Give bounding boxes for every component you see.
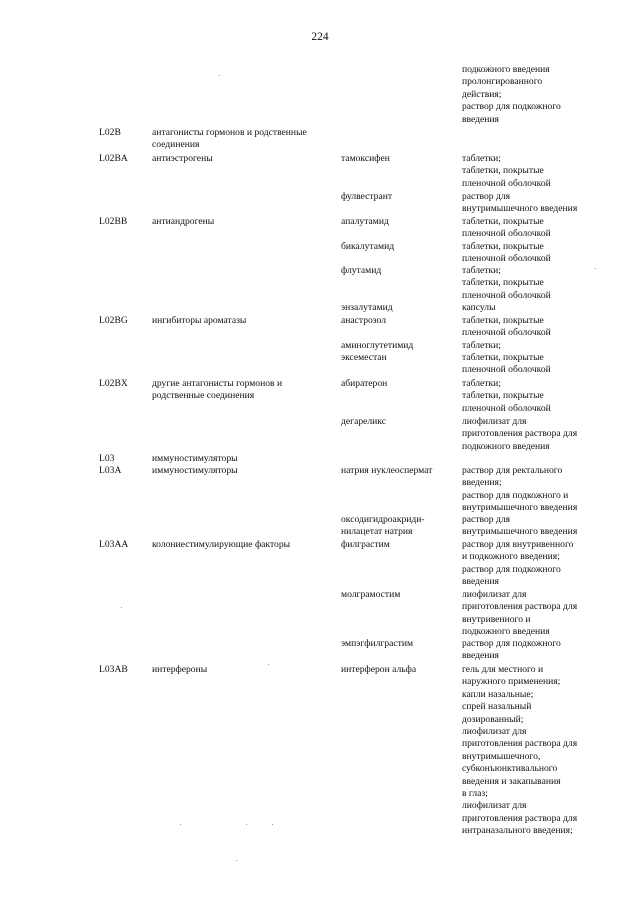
dosage-forms-line: внутримышечного введения xyxy=(462,526,578,538)
dosage-form-line: введения xyxy=(462,113,499,125)
dosage-forms-line: таблетки, покрытые xyxy=(462,216,544,227)
drug-name-line: апалутамид xyxy=(341,216,389,227)
scan-speck xyxy=(595,268,596,269)
atc-group-line: соединения xyxy=(152,139,200,151)
dosage-forms-line: гель для местного и xyxy=(462,664,544,675)
atc-code: L03 xyxy=(99,453,115,464)
drug-name xyxy=(341,514,459,539)
atc-group-line: антагонисты гормонов и родственные xyxy=(152,127,307,138)
drug-name xyxy=(341,378,459,390)
dosage-forms xyxy=(462,465,622,515)
dosage-forms-line: пленочной оболочкой xyxy=(462,177,551,189)
dosage-forms-line: введения; xyxy=(462,477,502,489)
drug-name xyxy=(341,340,459,352)
atc-group-line: антиэстрогены xyxy=(152,153,213,164)
atc-code: L02BA xyxy=(99,153,128,164)
dosage-forms-line: в глаз; xyxy=(462,788,488,800)
dosage-forms xyxy=(462,315,622,340)
scan-speck xyxy=(219,75,220,76)
drug-name xyxy=(341,153,459,165)
atc-group-line: ингибиторы ароматазы xyxy=(152,315,247,326)
dosage-forms-line: таблетки, покрытые xyxy=(462,277,544,289)
drug-name-line: эксеместан xyxy=(341,352,387,363)
dosage-forms-line: спрей назальный xyxy=(462,701,532,713)
continued-dosage-forms xyxy=(462,64,612,126)
dosage-forms-line: введения xyxy=(462,576,499,588)
scan-speck xyxy=(121,607,122,608)
drug-name xyxy=(341,265,459,277)
dosage-forms-line: внутримышечного введения xyxy=(462,502,578,514)
dosage-forms-line: внутримышечного, xyxy=(462,750,541,762)
drug-name-line: флутамид xyxy=(341,265,382,276)
drug-name xyxy=(341,539,459,551)
drug-name xyxy=(341,589,459,601)
dosage-forms-line: таблетки, покрытые xyxy=(462,241,544,252)
dosage-forms-line: введения и закапывания xyxy=(462,775,561,787)
drug-name-line: нилацетат натрия xyxy=(341,526,413,538)
drug-name-line: тамоксифен xyxy=(341,153,390,164)
drug-name-line: фулвестрант xyxy=(341,191,393,202)
atc-group xyxy=(152,378,332,403)
dosage-forms xyxy=(462,352,622,377)
drug-name xyxy=(341,241,459,253)
drug-name-line: натрия нуклеоспермат xyxy=(341,465,433,476)
dosage-forms-line: введения xyxy=(462,650,499,662)
dosage-forms-line: пленочной оболочкой xyxy=(462,253,551,265)
drug-name xyxy=(341,465,459,477)
atc-group-line: другие антагонисты гормонов и xyxy=(152,378,283,389)
drug-name-line: бикалутамид xyxy=(341,241,395,252)
atc-group xyxy=(152,453,332,465)
drug-name xyxy=(341,302,459,314)
dosage-form-line: раствор для подкожного xyxy=(462,101,561,113)
dosage-forms xyxy=(462,514,622,539)
dosage-forms-line: таблетки; xyxy=(462,340,501,351)
dosage-forms-line: пленочной оболочкой xyxy=(462,364,551,376)
dosage-forms-line: раствор для xyxy=(462,514,511,525)
drug-name-line: энзалутамид xyxy=(341,302,393,313)
dosage-forms xyxy=(462,539,622,589)
drug-name-line: филграстим xyxy=(341,539,390,550)
dosage-forms-line: раствор для подкожного xyxy=(462,563,561,575)
dosage-forms-line: таблетки, покрытые xyxy=(462,352,544,363)
atc-group xyxy=(152,216,332,228)
drug-name xyxy=(341,638,459,650)
dosage-forms xyxy=(462,241,622,266)
dosage-forms xyxy=(462,664,622,838)
atc-group-line: иммуностимуляторы xyxy=(152,453,238,464)
dosage-forms-line: раствор для xyxy=(462,191,511,202)
dosage-forms-line: наружного применения; xyxy=(462,676,561,688)
page-number: 224 xyxy=(311,31,329,43)
dosage-forms-line: таблетки, покрытые xyxy=(462,315,544,326)
atc-group-line: колониестимулирующие факторы xyxy=(152,539,291,550)
dosage-forms-line: внутривенного и xyxy=(462,613,531,625)
dosage-forms-line: таблетки, покрытые xyxy=(462,390,544,402)
scan-speck xyxy=(268,664,269,665)
dosage-forms xyxy=(462,153,622,190)
dosage-forms-line: раствор для подкожного и xyxy=(462,489,569,501)
atc-code: L03AB xyxy=(99,664,128,675)
dosage-forms-line: пленочной оболочкой xyxy=(462,289,551,301)
scan-speck xyxy=(272,824,273,825)
drug-name xyxy=(341,216,459,228)
dosage-forms-line: интраназального введения; xyxy=(462,825,573,837)
atc-code: L02BB xyxy=(99,216,128,227)
drug-name-line: дегареликс xyxy=(341,416,386,427)
dosage-forms xyxy=(462,378,622,415)
dosage-forms-line: таблетки; xyxy=(462,265,501,276)
atc-group xyxy=(152,664,332,676)
dosage-forms-line: субконъюнктивального xyxy=(462,763,558,775)
dosage-forms xyxy=(462,589,622,639)
drug-name xyxy=(341,664,459,676)
scan-speck xyxy=(246,824,247,825)
dosage-forms-line: подкожного введения xyxy=(462,440,550,452)
atc-group-line: иммуностимуляторы xyxy=(152,465,238,476)
dosage-forms-line: дозированный; xyxy=(462,713,524,725)
dosage-forms xyxy=(462,191,622,216)
drug-name-line: интерферон альфа xyxy=(341,664,417,675)
dosage-forms-line: раствор для ректального xyxy=(462,465,563,476)
atc-code: L03AA xyxy=(99,539,129,550)
atc-group-line: родственные соединения xyxy=(152,390,255,402)
dosage-forms-line: лиофилизат для xyxy=(462,589,527,600)
dosage-forms-line: приготовления раствора для xyxy=(462,812,578,824)
dosage-form-line: пролонгированного xyxy=(462,76,543,88)
drug-name-line: анастрозол xyxy=(341,315,387,326)
dosage-forms-line: и подкожного введения; xyxy=(462,551,560,563)
dosage-forms xyxy=(462,216,622,241)
dosage-forms-line: таблетки; xyxy=(462,153,501,164)
dosage-forms-line: лиофилизат для xyxy=(462,800,527,812)
atc-code: L03A xyxy=(99,465,122,476)
dosage-forms xyxy=(462,638,622,663)
dosage-forms-line: таблетки; xyxy=(462,378,501,389)
scan-speck xyxy=(236,860,237,861)
drug-name xyxy=(341,416,459,428)
dosage-forms-line: капсулы xyxy=(462,302,496,313)
atc-group xyxy=(152,465,332,477)
dosage-forms-line: приготовления раствора для xyxy=(462,428,578,440)
drug-name-line: оксодигидроакриди- xyxy=(341,514,425,525)
dosage-form-line: действия; xyxy=(462,88,502,100)
atc-code: L02BX xyxy=(99,378,128,389)
atc-group xyxy=(152,315,332,327)
dosage-forms-line: раствор для подкожного xyxy=(462,638,561,649)
atc-group xyxy=(152,539,332,551)
drug-name-line: аминоглутетимид xyxy=(341,340,414,351)
dosage-forms-line: внутримышечного введения xyxy=(462,203,578,215)
atc-code: L02B xyxy=(99,127,121,138)
drug-name-line: эмпэгфилграстим xyxy=(341,638,414,649)
dosage-forms-line: лиофилизат для xyxy=(462,726,527,738)
drug-name xyxy=(341,352,459,364)
atc-group xyxy=(152,127,332,152)
atc-code: L02BG xyxy=(99,315,128,326)
dosage-forms-line: таблетки, покрытые xyxy=(462,165,544,177)
drug-name xyxy=(341,191,459,203)
scan-speck xyxy=(180,824,181,825)
dosage-forms-line: пленочной оболочкой xyxy=(462,327,551,339)
drug-name-line: молграмостим xyxy=(341,589,401,600)
dosage-form-line: подкожного введения xyxy=(462,64,550,75)
drug-name xyxy=(341,315,459,327)
dosage-forms-line: лиофилизат для xyxy=(462,416,527,427)
dosage-forms-line: подкожного введения xyxy=(462,626,550,638)
dosage-forms-line: раствор для внутривенного xyxy=(462,539,574,550)
dosage-forms-line: капли назальные; xyxy=(462,688,534,700)
dosage-forms xyxy=(462,340,622,352)
atc-group-line: антиандрогены xyxy=(152,216,215,227)
dosage-forms xyxy=(462,416,622,453)
atc-group-line: интерфероны xyxy=(152,664,208,675)
dosage-forms xyxy=(462,265,622,302)
dosage-forms-line: пленочной оболочкой xyxy=(462,228,551,240)
dosage-forms-line: приготовления раствора для xyxy=(462,738,578,750)
atc-group xyxy=(152,153,332,165)
dosage-forms-line: пленочной оболочкой xyxy=(462,402,551,414)
dosage-forms xyxy=(462,302,622,314)
dosage-forms-line: приготовления раствора для xyxy=(462,601,578,613)
drug-name-line: абиратерон xyxy=(341,378,388,389)
